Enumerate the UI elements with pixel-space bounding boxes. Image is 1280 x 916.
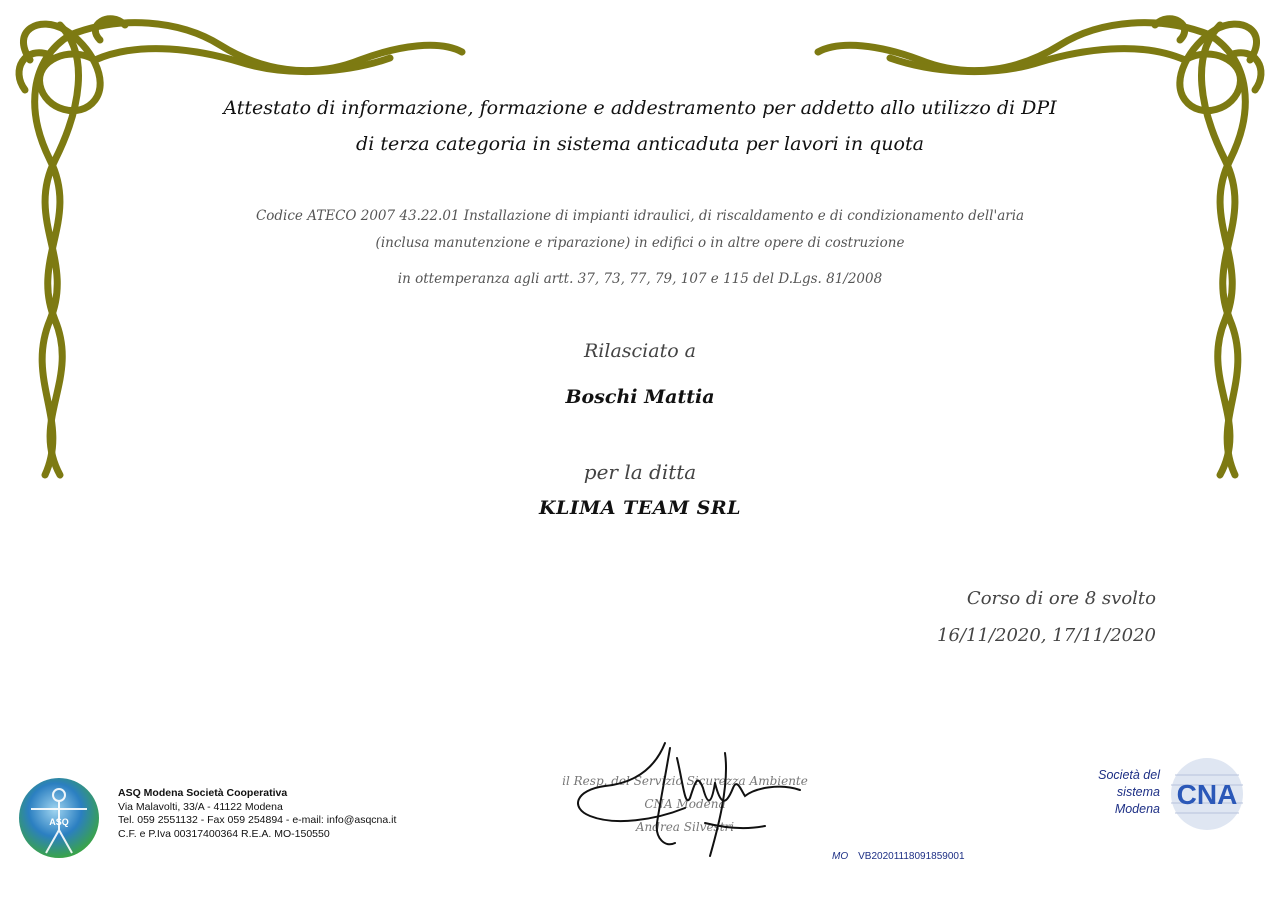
issuer-address: Via Malavolti, 33/A - 41122 Modena (118, 800, 283, 813)
ateco-description (0, 203, 1280, 257)
signatory-org: CNA Modena (644, 797, 726, 811)
cna-logo (1165, 755, 1250, 833)
title-line-1: Attestato di informazione, formazione e addestramento per addetto allo utilizzo di DPI (223, 97, 1057, 119)
signatory-name: Andrea Silvestri (635, 820, 735, 834)
cna-line-3: Modena (1114, 802, 1160, 816)
certificate-title (0, 90, 1280, 162)
cna-line-2: sistema (1116, 785, 1160, 799)
handwritten-signature (565, 728, 815, 863)
title-line-2: di terza categoria in sistema anticaduta per lavori in quota (356, 133, 924, 155)
ateco-line-1: Codice ATECO 2007 43.22.01 Installazione di impianti idraulici, di riscaldamento e di condizionamento dell'aria (255, 208, 1025, 224)
verification-prefix: MO (832, 851, 849, 862)
signatory-role: il Resp. del Servizio Sicurezza Ambiente (562, 774, 808, 788)
verification-code (832, 851, 965, 862)
course-hours: Corso di ore 8 svolto (966, 588, 1156, 609)
issuer-tax-ids: C.F. e P.Iva 00317400364 R.E.A. MO-150550 (118, 827, 330, 840)
asq-logo (16, 775, 102, 861)
issued-label: Rilasciato a (583, 340, 697, 362)
issuer-info (118, 787, 396, 841)
asq-logo-text: ASQ (49, 817, 69, 827)
law-reference: in ottemperanza agli artt. 37, 73, 77, 79, 107 e 115 del D.Lgs. 81/2008 (397, 271, 883, 287)
course-dates: 16/11/2020, 17/11/2020 (937, 625, 1156, 646)
cna-line-1: Società del (1098, 768, 1160, 782)
cna-logo-text: CNA (1176, 779, 1238, 810)
verification-number: VB20201118091859001 (858, 851, 965, 862)
company-label: per la ditta (583, 460, 697, 484)
cna-tagline (1070, 767, 1160, 818)
company-name: KLIMA TEAM SRL (538, 497, 742, 519)
recipient-name: Boschi Mattia (565, 386, 715, 408)
ateco-line-2: (inclusa manutenzione e riparazione) in edifici o in altre opere di costruzione (375, 235, 905, 251)
issuer-org-name: ASQ Modena Società Cooperativa (118, 787, 288, 799)
issuer-contacts: Tel. 059 2551132 - Fax 059 254894 - e-mail: info@asqcna.it (118, 814, 397, 827)
